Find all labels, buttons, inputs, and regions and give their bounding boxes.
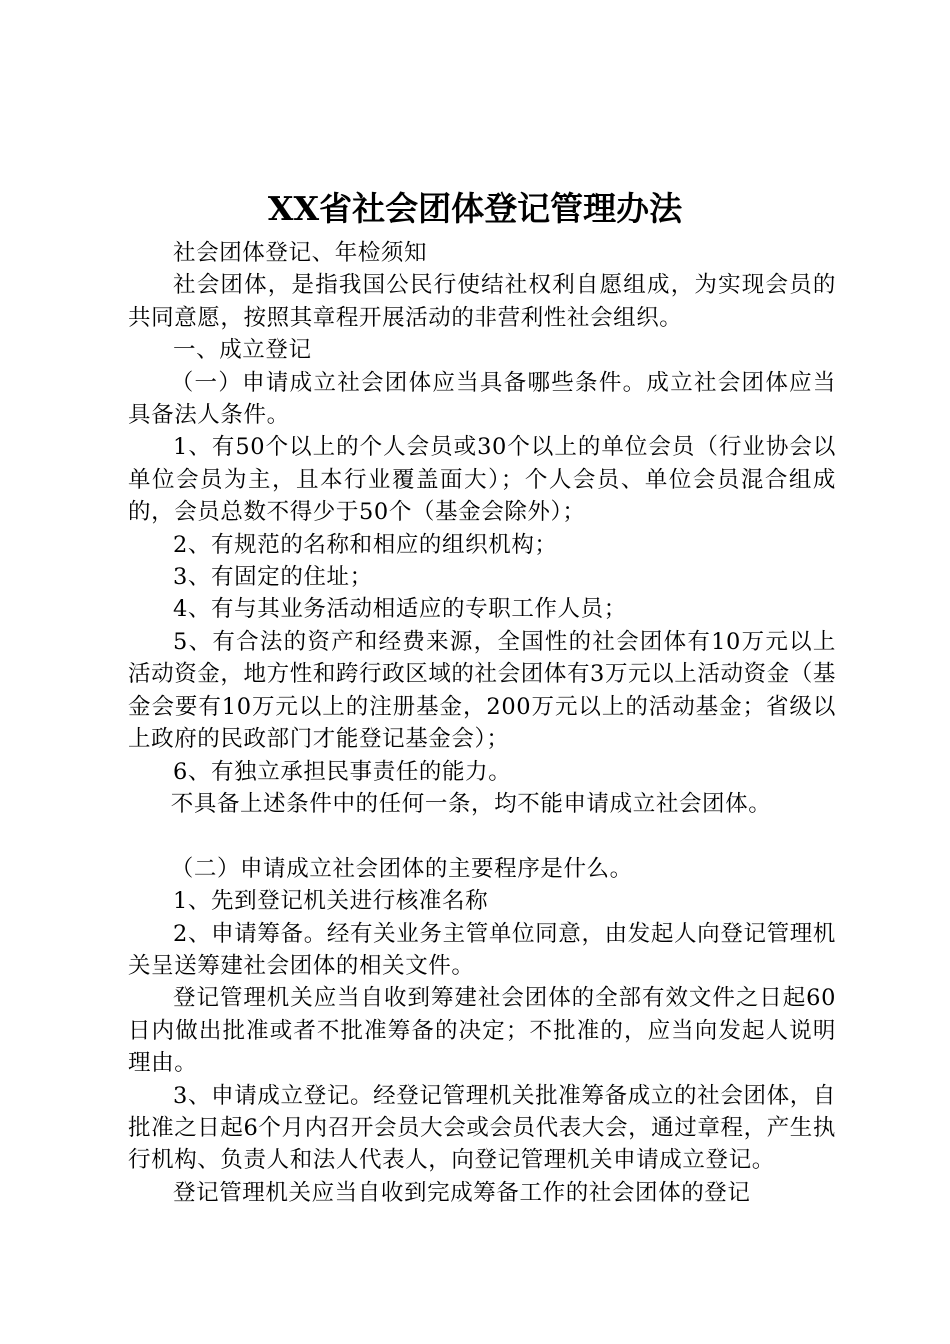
paragraph-conditions-note: 不具备上述条件中的任何一条，均不能申请成立社会团体。	[170, 790, 772, 817]
list-item-condition-6: 6、有独立承担民事责任的能力。	[173, 758, 512, 785]
paragraph-notice-heading: 社会团体登记、年检须知	[173, 240, 428, 266]
paragraph-definition: 社会团体，是指我国公民行使结社权利自愿组成，为实现会员的共同意愿，按照其章程开展活动的非营利性社会组织。	[128, 272, 836, 331]
section-heading-registration: 一、成立登记	[173, 337, 312, 364]
list-item-procedure-2: 2、申请筹备。经有关业务主管单位同意，由发起人向登记管理机关呈送筹建社会团体的相关文件。	[128, 920, 836, 979]
list-item-condition-1: 1、有50个以上的个人会员或30个以上的单位会员（行业协会以单位会员为主，且本行业覆盖面大）；个人会员、单位会员混合组成的，会员总数不得少于50个（基金会除外）；	[128, 434, 836, 526]
list-item-condition-3: 3、有固定的住址；	[173, 564, 373, 591]
subsection-heading-procedure: （二）申请成立社会团体的主要程序是什么。	[170, 855, 633, 882]
list-item-condition-5: 5、有合法的资产和经费来源，全国性的社会团体有10万元以上活动资金，地方性和跨行政区域的社会团体有3万元以上活动资金（基金会要有10万元以上的注册基金，200万元以上的活动基金；省级以上政府的民政部门才能登记基金会）；	[128, 628, 836, 753]
document-body	[128, 237, 836, 1209]
paragraph-registration-review: 登记管理机关应当自收到完成筹备工作的社会团体的登记	[173, 1179, 751, 1206]
document-title: XX省社会团体登记管理办法	[267, 189, 683, 228]
subsection-heading-conditions: （一）申请成立社会团体应当具备哪些条件。成立社会团体应当具备法人条件。	[128, 369, 836, 429]
list-item-procedure-3: 3、申请成立登记。经登记管理机关批准筹备成立的社会团体，自批准之日起6个月内召开会员大会或会员代表大会，通过章程，产生执行机构、负责人和法人代表人，向登记管理机关申请成立登记。	[128, 1082, 836, 1174]
blank-line	[128, 820, 836, 852]
list-item-procedure-1: 1、先到登记机关进行核准名称	[173, 888, 489, 915]
list-item-condition-4: 4、有与其业务活动相适应的专职工作人员；	[173, 596, 627, 623]
list-item-condition-2: 2、有规范的名称和相应的组织机构；	[173, 531, 558, 558]
paragraph-approval-deadline: 登记管理机关应当自收到筹建社会团体的全部有效文件之日起60日内做出批准或者不批准筹备的决定；不批准的，应当向发起人说明理由。	[128, 985, 836, 1077]
